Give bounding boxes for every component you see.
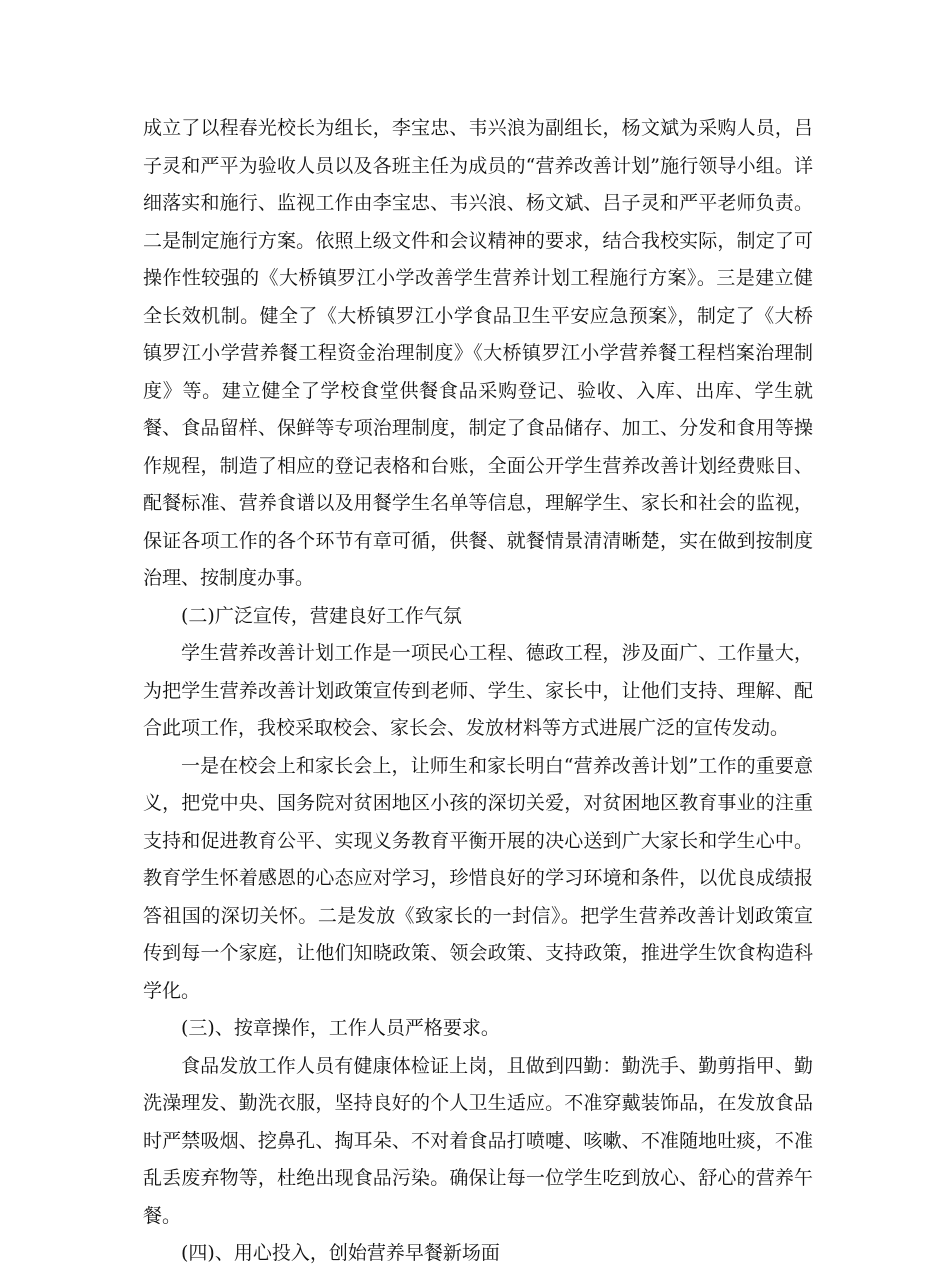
paragraph-publicity-detail: 一是在校会上和家长会上，让师生和家长明白“营养改善计划”工作的重要意义，把党中央、国务院对贫困地区小孩的深切关爱，对贫困地区教育事业的注重支持和促进教育公平、实现义务教育平衡开展的决心送到广大家长和学生心中。教育学生怀着感恩的心态应对学习，珍惜良好的学习环境和条件，以优良成绩报答祖国的深切关怀。二是发放《致家长的一封信》。把学生营养改善计划政策宣传到每一个家庭，让他们知晓政策、领会政策、支持政策，推进学生饮食构造科学化。	[143, 754, 813, 1002]
section-heading-publicity: (二)广泛宣传，营建良好工作气氛	[181, 604, 462, 627]
section-heading-breakfast: (四)、用心投入，创始营养早餐新场面	[181, 1242, 500, 1264]
paragraph-leadership-group: 成立了以程春光校长为组长，李宝忠、韦兴浪为副组长，杨文斌为采购人员，吕子灵和严平为验收人员以及各班主任为成员的“营养改善计划”施行领导小组。详细落实和施行、监视工作由李宝忠、韦兴浪、杨文斌、吕子灵和严平老师负责。二是制定施行方案。依照上级文件和会议精神的要求，结合我校实际，制定了可操作性较强的《大桥镇罗江小学改善学生营养计划工程施行方案》。三是建立健全长效机制。健全了《大桥镇罗江小学食品卫生平安应急预案》，制定了《大桥镇罗江小学营养餐工程资金治理制度》《大桥镇罗江小学营养餐工程档案治理制度》等。建立健全了学校食堂供餐食品采购登记、验收、入库、出库、学生就餐、食品留样、保鲜等专项治理制度，制定了食品储存、加工、分发和食用等操作规程，制造了相应的登记表格和台账，全面公开学生营养改善计划经费账目、配餐标准、营养食谱以及用餐学生名单等信息，理解学生、家长和社会的监视，保证各项工作的各个环节有章可循，供餐、就餐情景清清晰楚，实在做到按制度治理、按制度办事。	[143, 117, 813, 589]
document-body	[143, 110, 813, 1273]
section-heading-operation: (三)、按章操作，工作人员严格要求。	[181, 1017, 500, 1039]
paragraph-publicity-intro: 学生营养改善计划工作是一项民心工程、德政工程，涉及面广、工作量大，为把学生营养改善计划政策宣传到老师、学生、家长中，让他们支持、理解、配合此项工作，我校采取校会、家长会、发放材料等方式进展广泛的宣传发动。	[143, 642, 813, 739]
paragraph-staff-requirements: 食品发放工作人员有健康体检证上岗，且做到四勤：勤洗手、勤剪指甲、勤洗澡理发、勤洗衣服，坚持良好的个人卫生适应。不准穿戴装饰品，在发放食品时严禁吸烟、挖鼻孔、掏耳朵、不对着食品打喷嚏、咳嗽、不准随地吐痰，不准乱丢废弃物等，杜绝出现食品污染。确保让每一位学生吃到放心、舒心的营养午餐。	[143, 1054, 813, 1227]
